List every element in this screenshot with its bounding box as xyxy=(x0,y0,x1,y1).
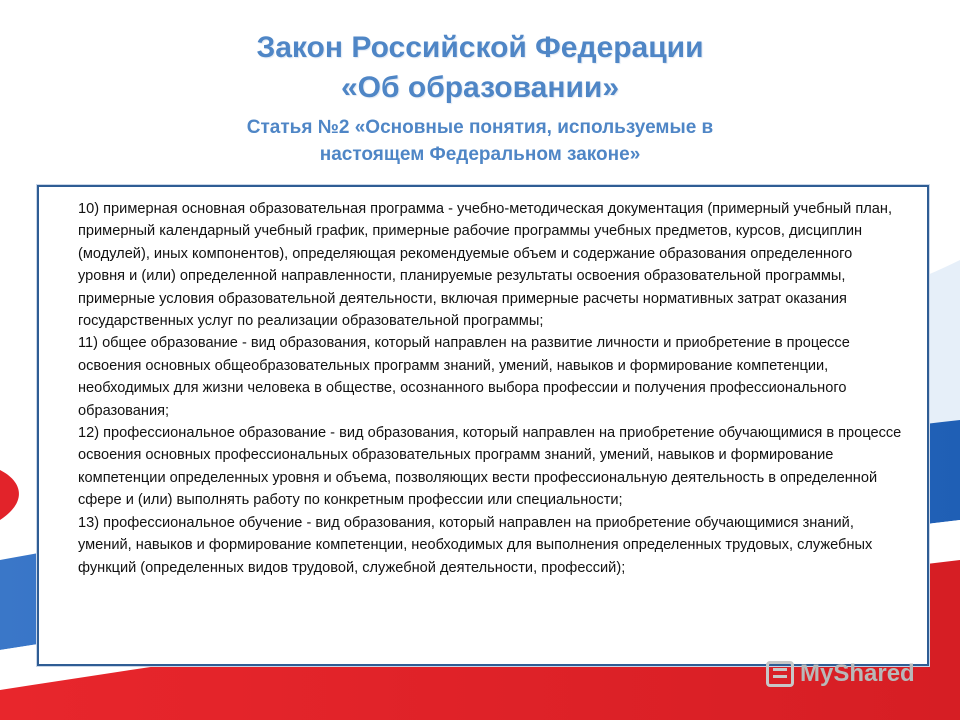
definitions-text-box xyxy=(37,185,929,666)
slide-header xyxy=(0,28,960,168)
definition-11: 11) общее образование - вид образования, который направлен на развитие личности и приобретение в процессе освоения основных общеобразовательных программ знаний, умений, навыков и формирование компетенции, необходимых для жизни человека в обществе, осознанного выбора профессии и получения профессионального образования; xyxy=(78,335,850,419)
slide-subtitle-line1: Статья №2 «Основные понятия, используемые в xyxy=(246,117,714,138)
slide-title-line1: Закон Российской Федерации xyxy=(256,31,704,64)
definition-10: 10) примерная основная образовательная программа - учебно-методическая документация (примерный учебный план, примерный календарный учебный график, примерные рабочие программы учебных предметов, курсов, дисциплин (модулей), иных компонентов), определяющая рекомендуемые объем и содержание образования определенного уровня и (или) определенной направленности, планируемые результаты освоения образовательной программы, примерные условия образовательной деятельности, включая примерные расчеты нормативных затрат оказания государственных услуг по реализации образовательной программы; xyxy=(78,201,892,330)
definition-12: 12) профессиональное образование - вид образования, который направлен на приобретение обучающимися в процессе освоения основных профессиональных образовательных программ знаний, умений, навыков и формирование компетенции определенных уровня и объема, позволяющих вести профессиональную деятельность в определенной сфере и (или) выполнять работу по конкретным профессии или специальности; xyxy=(78,425,902,509)
myshared-logo-icon xyxy=(766,661,794,687)
definition-13: 13) профессиональное обучение - вид образования, который направлен на приобретение обучающимися знаний, умений, навыков и формирование компетенции, необходимых для выполнения определенных трудовых, служебных функций (определенных видов трудовой, служебной деятельности, профессий); xyxy=(78,514,873,576)
slide-title-line2: «Об образовании» xyxy=(340,71,620,104)
watermark xyxy=(766,657,915,691)
slide-subtitle-line2: настоящем Федеральном законе» xyxy=(319,144,641,165)
watermark-text: MyShared xyxy=(800,660,915,687)
